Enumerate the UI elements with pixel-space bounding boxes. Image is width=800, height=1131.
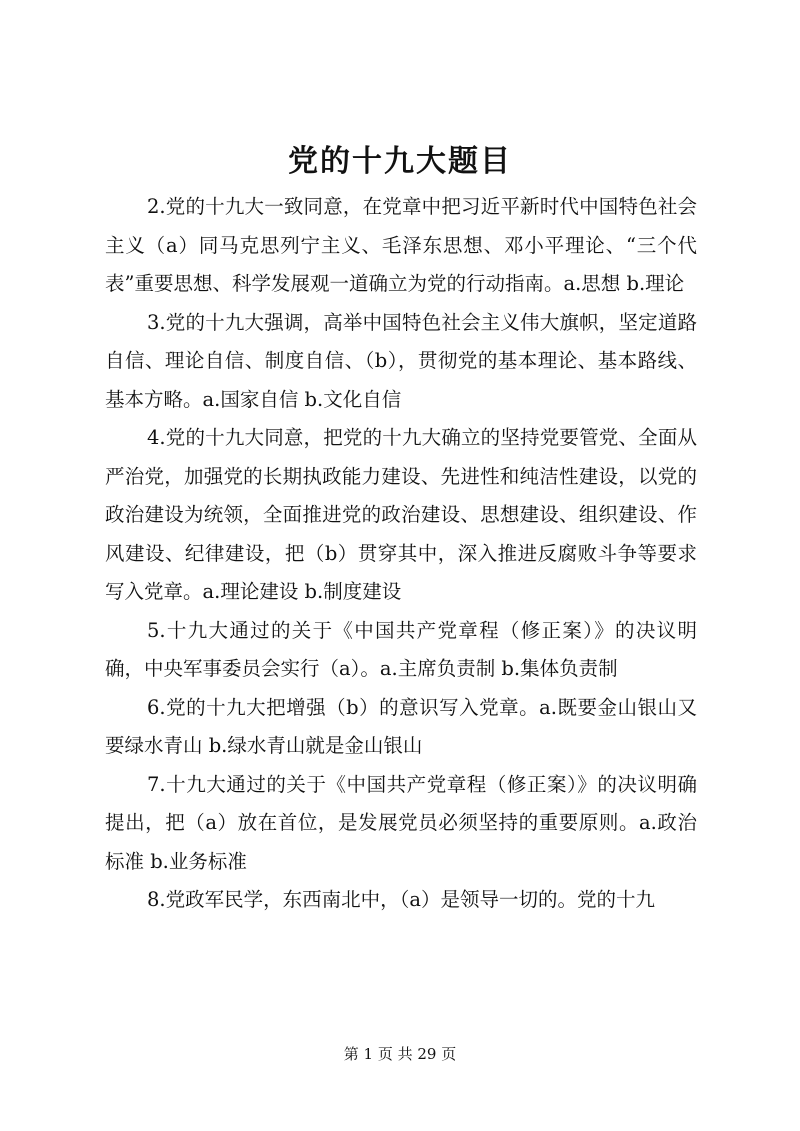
question-8: 8.党政军民学，东西南北中，（a）是领导一切的。党的十九: [147, 888, 655, 911]
page-number-footer: 第 1 页 共 29 页: [343, 1045, 457, 1063]
document-body: [105, 188, 697, 920]
question-6: 6.党的十九大把增强（b）的意识写入党章。a.既要金山银山又要绿水青山 b.绿水青山就是金山银山: [105, 695, 697, 757]
question-3: 3.党的十九大强调，高举中国特色社会主义伟大旗帜，坚定道路自信、理论自信、制度自信、（b），贯彻党的基本理论、基本路线、基本方略。a.国家自信 b.文化自信: [105, 310, 697, 411]
question-7: 7.十九大通过的关于《中国共产党章程（修正案）》的决议明确提出，把（a）放在首位，是发展党员必须坚持的重要原则。a.政治标准 b.业务标准: [105, 772, 697, 873]
document-title: 党的十九大题目: [288, 144, 512, 179]
question-2: 2.党的十九大一致同意，在党章中把习近平新时代中国特色社会主义（a）同马克思列宁主义、毛泽东思想、邓小平理论、“三个代表”重要思想、科学发展观一道确立为党的行动指南。a.思想 b.理论: [105, 195, 697, 295]
question-5: 5.十九大通过的关于《中国共产党章程（修正案）》的决议明确，中央军事委员会实行（a）。a.主席负责制 b.集体负责制: [105, 618, 697, 680]
question-4: 4.党的十九大同意，把党的十九大确立的坚持党要管党、全面从严治党，加强党的长期执政能力建设、先进性和纯洁性建设，以党的政治建设为统领，全面推进党的政治建设、思想建设、组织建设、作风建设、纪律建设，把（b）贯穿其中，深入推进反腐败斗争等要求写入党章。a.理论建设 b.制度建设: [105, 426, 697, 603]
